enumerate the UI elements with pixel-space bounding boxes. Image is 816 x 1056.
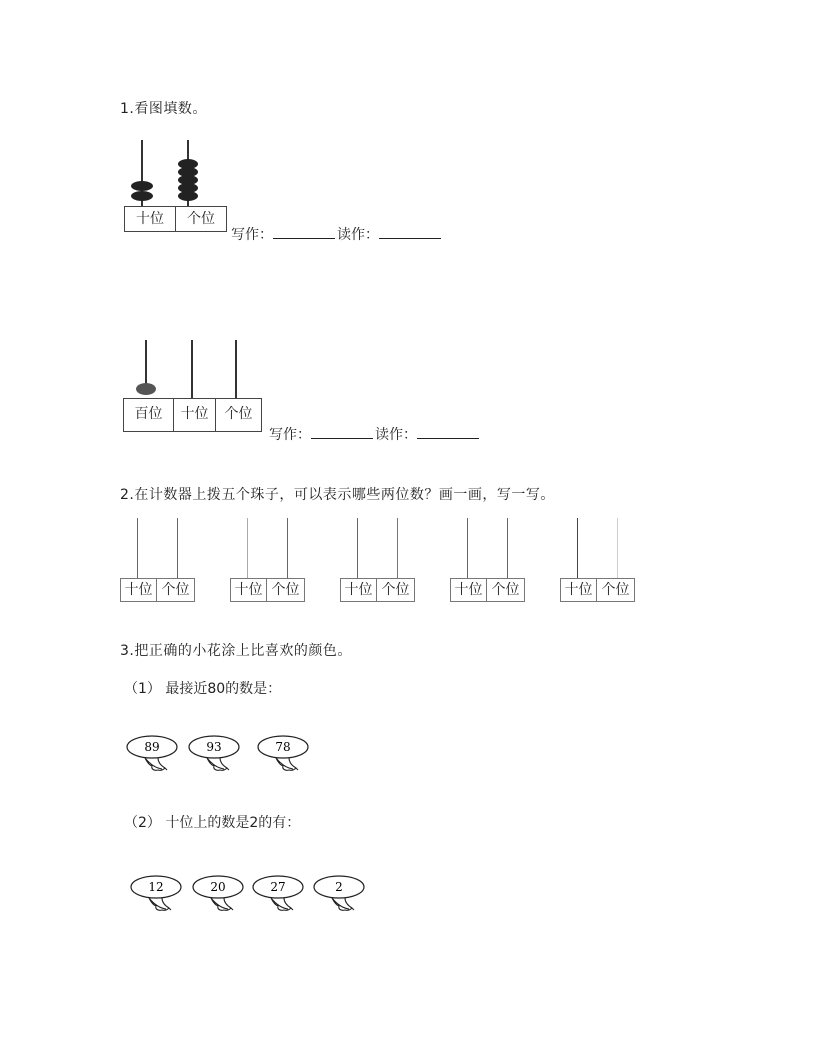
flower-number: 78 — [275, 740, 291, 754]
flower-number: 12 — [148, 880, 164, 894]
place-label-ones: 个位 — [215, 398, 262, 432]
ones-rod — [397, 518, 398, 578]
place-label-tens: 十位 — [173, 398, 216, 432]
bead-icon — [178, 191, 198, 201]
read-label: 读作： — [375, 427, 417, 443]
part-1-prompt: （1） 最接近80的数是： — [124, 681, 282, 697]
ones-rod — [287, 518, 288, 578]
flower-icon[interactable] — [314, 876, 364, 910]
ones-rod — [177, 518, 178, 578]
bead-icon — [131, 181, 153, 191]
ones-rod — [617, 518, 618, 578]
write-blank[interactable] — [273, 224, 335, 239]
flower-number: 27 — [270, 880, 286, 894]
place-label-ones: 个位 — [156, 578, 195, 602]
place-label-ones: 个位 — [486, 578, 525, 602]
place-label-ones: 个位 — [376, 578, 415, 602]
read-blank[interactable] — [379, 224, 441, 239]
write-blank[interactable] — [311, 424, 373, 439]
place-label-tens: 十位 — [124, 206, 176, 232]
tens-rod — [247, 518, 248, 578]
tens-rod — [357, 518, 358, 578]
answer-line-1 — [231, 224, 441, 244]
place-label-ones: 个位 — [596, 578, 635, 602]
tens-rod — [137, 518, 138, 578]
flower-number: 89 — [144, 740, 160, 754]
read-blank[interactable] — [417, 424, 479, 439]
tens-rod — [191, 340, 193, 398]
abacus-beads — [124, 378, 174, 400]
part-2-prompt: （2） 十位上的数是2的有： — [124, 815, 301, 831]
write-label: 写作： — [269, 427, 311, 443]
flower-number: 20 — [210, 880, 226, 894]
part-1-flowers — [120, 732, 320, 778]
answer-line-2 — [269, 424, 479, 444]
place-label-hundreds: 百位 — [123, 398, 174, 432]
bead-icon — [136, 383, 156, 395]
read-label: 读作： — [337, 227, 379, 243]
place-label-tens: 十位 — [120, 578, 157, 602]
question-3-title: 3.把正确的小花涂上比喜欢的颜色。 — [120, 643, 352, 659]
place-label-ones: 个位 — [175, 206, 227, 232]
abacus-beads — [124, 150, 214, 206]
flower-icon[interactable] — [131, 876, 181, 910]
tens-rod — [577, 518, 578, 578]
flower-icon[interactable] — [253, 876, 303, 910]
question-2-title: 2.在计数器上拨五个珠子，可以表示哪些两位数？画一画，写一写。 — [120, 487, 555, 503]
flower-icon[interactable] — [193, 876, 243, 910]
question-1-title: 1.看图填数。 — [120, 101, 207, 117]
flower-number: 2 — [335, 880, 343, 894]
flower-number: 93 — [206, 740, 222, 754]
bead-icon — [131, 191, 153, 201]
place-label-tens: 十位 — [560, 578, 597, 602]
flower-icon[interactable] — [127, 736, 177, 770]
ones-rod — [235, 340, 237, 398]
place-label-ones: 个位 — [266, 578, 305, 602]
place-label-tens: 十位 — [340, 578, 377, 602]
part-2-flowers — [124, 872, 374, 918]
ones-rod — [507, 518, 508, 578]
place-label-tens: 十位 — [450, 578, 487, 602]
place-label-tens: 十位 — [230, 578, 267, 602]
write-label: 写作： — [231, 227, 273, 243]
flower-icon[interactable] — [189, 736, 239, 770]
flower-icon[interactable] — [258, 736, 308, 770]
tens-rod — [467, 518, 468, 578]
